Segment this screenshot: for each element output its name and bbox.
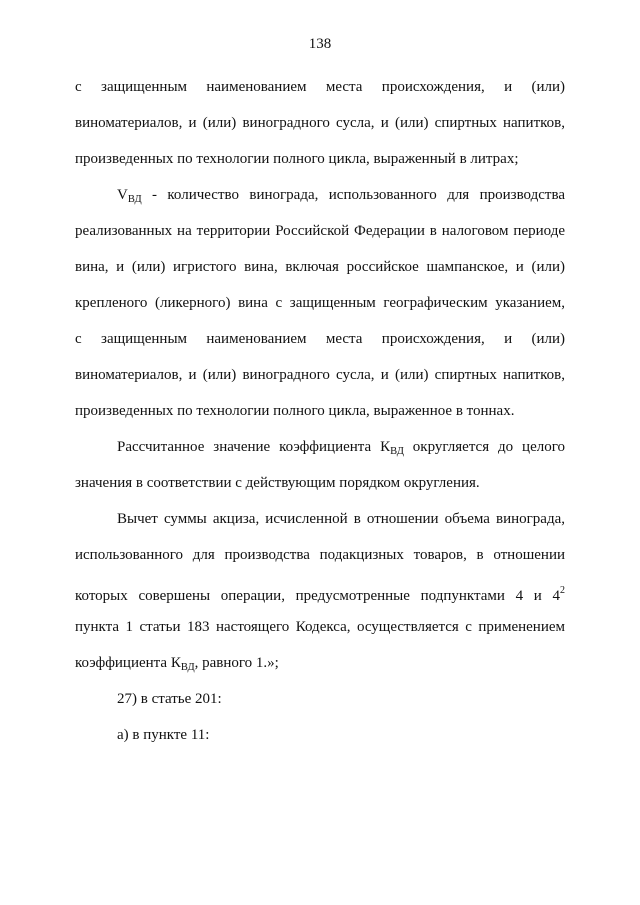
text-line: которых совершены операции, предусмотренные подпунктами 4 и $4^2$ — [75, 585, 565, 604]
text-line: виноматериалов, и (или) виноградного сусла, и (или) спиртных напитков, — [75, 367, 565, 383]
variable-v: $V_{ВД}$ — [117, 187, 142, 205]
paragraph-first-line: Рассчитанное значение коэффициента $К_{ВД}$ округляется до целого — [117, 439, 566, 457]
page-number: 138 — [308, 36, 332, 52]
text-line: значения в соответствии с действующим порядком округления. — [75, 475, 480, 491]
text-line: с защищенным наименованием места происхождения, и (или) — [75, 331, 565, 347]
text-line: коэффициента $К_{ВД}$, равного 1.»; — [75, 655, 279, 673]
article-heading: 27) в статье 201: — [117, 691, 222, 707]
text-line: виноматериалов, и (или) виноградного сусла, и (или) спиртных напитков, — [75, 115, 565, 131]
formula-definition-line: $V_{ВД}$ - количество винограда, использованного для производства — [117, 187, 566, 205]
subitem-heading: а) в пункте 11: — [117, 727, 210, 743]
text-line: использованного для производства подакцизных товаров, в отношении — [75, 547, 565, 563]
paragraph-first-line: Вычет суммы акциза, исчисленной в отношении объема винограда, — [117, 511, 565, 527]
text-line: произведенных по технологии полного цикла, выраженный в литрах; — [75, 151, 519, 167]
text-line: с защищенным наименованием места происхождения, и (или) — [75, 79, 565, 95]
text-line: крепленого (ликерного) вина с защищенным географическим указанием, — [75, 295, 565, 311]
text-line: пункта 1 статьи 183 настоящего Кодекса, осуществляется с применением — [75, 619, 565, 635]
text-line: вина, и (или) игристого вина, включая российское шампанское, и (или) — [75, 259, 565, 275]
text-line: произведенных по технологии полного цикла, выраженное в тоннах. — [75, 403, 515, 419]
coefficient-k: $К_{ВД}$ — [380, 439, 404, 457]
coefficient-k: $К_{ВД}$ — [170, 655, 195, 673]
text-line: реализованных на территории Российской Федерации в налоговом периоде — [75, 223, 565, 239]
superscript: 2 — [560, 585, 565, 596]
